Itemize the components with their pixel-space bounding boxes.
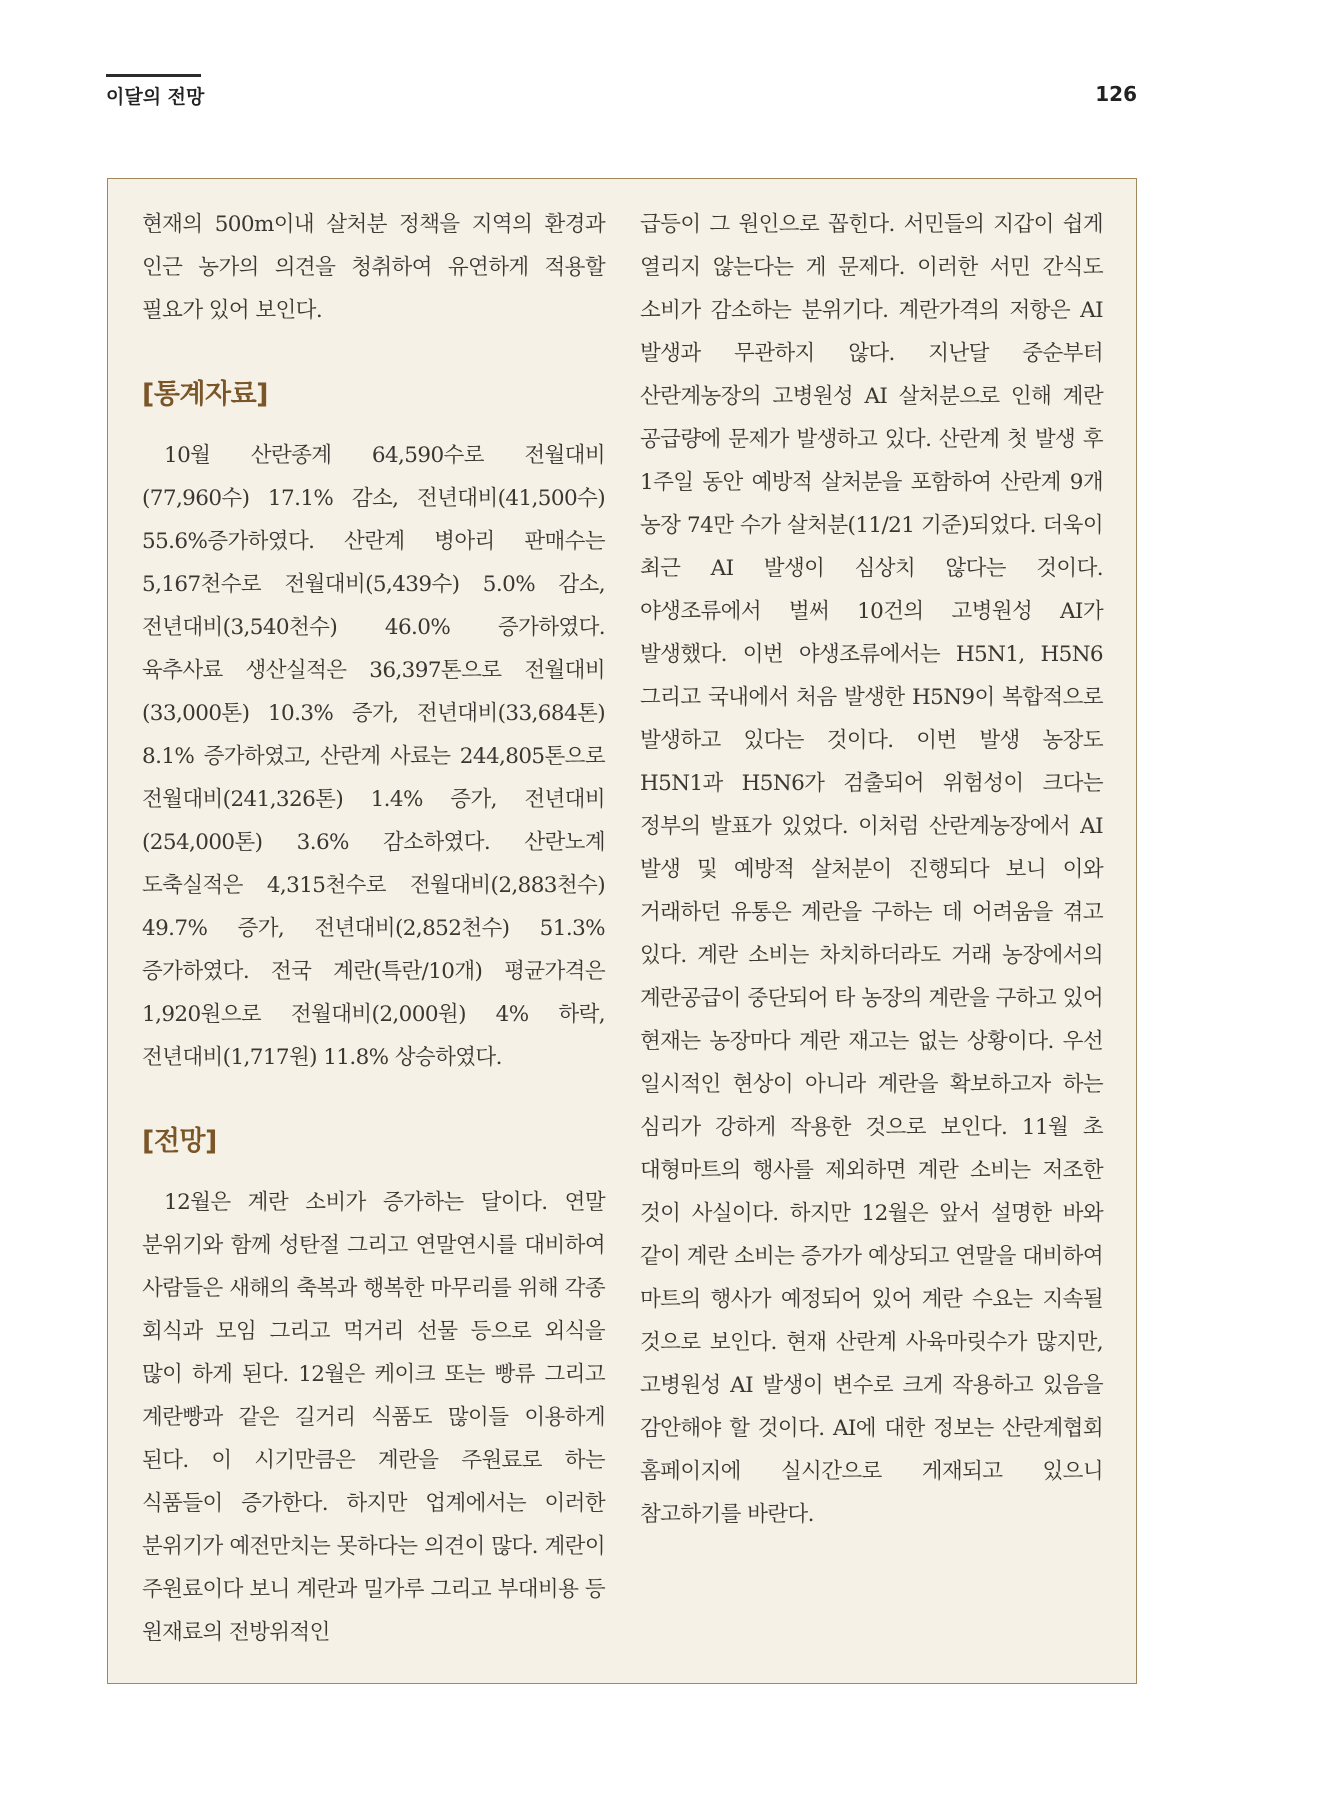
- section-title: 이달의 전망: [106, 86, 205, 108]
- outlook-paragraph: 12월은 계란 소비가 증가하는 달이다. 연말 분위기와 함께 성탄절 그리고 연말연시를 대비하여 사람들은 새해의 축복과 행복한 마무리를 위해 각종 회식과 모임 그리고 먹거리 선물 등으로 외식을 많이 하게 된다. 12월은 케이크 또는 빵류 그리고 계란빵과 같은 길거리 식품도 많이들 이용하게 된다. 이 시기만큼은 계란을 주원료로 하는 식품들이 증가한다. 하지만 업계에서는 이러한 분위기가 예전만치는 못하다는 의견이 많다. 계란이 주원료이다 보니 계란과 밀가루 그리고 부대비용 등 원재료의 전방위적인: [142, 1190, 605, 1645]
- stats-paragraph: 10월 산란종계 64,590수로 전월대비(77,960수) 17.1% 감소, 전년대비(41,500수) 55.6%증가하였다. 산란계 병아리 판매수는 5,167천수로 전월대비(5,439수) 5.0% 감소, 전년대비(3,540천수) 46.0% 증가하였다. 육추사료 생산실적은 36,397톤으로 전월대비(33,000톤) 10.3% 증가, 전년대비(33,684톤) 8.1% 증가하였고, 산란계 사료는 244,805톤으로 전월대비(241,326톤) 1.4% 증가, 전년대비(254,000톤) 3.6% 감소하였다. 산란노계 도축실적은 4,315천수로 전월대비(2,883천수) 49.7% 증가, 전년대비(2,852천수) 51.3% 증가하였다. 전국 계란(특란/10개) 평균가격은 1,920원으로 전월대비(2,000원) 4% 하락, 전년대비(1,717원) 11.8% 상승하였다.: [142, 443, 605, 1070]
- header-rule: [106, 74, 201, 77]
- article-box: [107, 178, 1137, 1684]
- page-number: 126: [1095, 82, 1137, 106]
- right-column: [640, 203, 1103, 1536]
- stats-heading: [통계자료]: [142, 379, 269, 410]
- outlook-paragraph-continued: 급등이 그 원인으로 꼽힌다. 서민들의 지갑이 쉽게 열리지 않는다는 게 문제다. 이러한 서민 간식도 소비가 감소하는 분위기다. 계란가격의 저항은 AI 발생과 무관하지 않다. 지난달 중순부터 산란계농장의 고병원성 AI 살처분으로 인해 계란 공급량에 문제가 발생하고 있다. 산란계 첫 발생 후 1주일 동안 예방적 살처분을 포함하여 산란계 9개 농장 74만 수가 살처분(11/21 기준)되었다. 더욱이 최근 AI 발생이 심상치 않다는 것이다. 야생조류에서 벌써 10건의 고병원성 AI가 발생했다. 이번 야생조류에서는 H5N1, H5N6 그리고 국내에서 처음 발생한 H5N9이 복합적으로 발생하고 있다는 것이다. 이번 발생 농장도 H5N1과 H5N6가 검출되어 위험성이 크다는 정부의 발표가 있었다. 이처럼 산란계농장에서 AI 발생 및 예방적 살처분이 진행되다 보니 이와 거래하던 유통은 계란을 구하는 데 어려움을 겪고 있다. 계란 소비는 차치하더라도 거래 농장에서의 계란공급이 중단되어 타 농장의 계란을 구하고 있어 현재는 농장마다 계란 재고는 없는 상황이다. 우선 일시적인 현상이 아니라 계란을 확보하고자 하는 심리가 강하게 작용한 것으로 보인다. 11월 초 대형마트의 행사를 제외하면 계란 소비는 저조한 것이 사실이다. 하지만 12월은 앞서 설명한 바와 같이 계란 소비는 증가가 예상되고 연말을 대비하여 마트의 행사가 예정되어 있어 계란 수요는 지속될 것으로 보인다. 현재 산란계 사육마릿수가 많지만, 고병원성 AI 발생이 변수로 크게 작용하고 있음을 감안해야 할 것이다. AI에 대한 정보는 산란계협회 홈페이지에 실시간으로 게재되고 있으니 참고하기를 바란다.: [640, 212, 1103, 1527]
- outlook-heading: [전망]: [142, 1126, 217, 1157]
- left-column: [142, 203, 605, 1654]
- intro-paragraph: 현재의 500m이내 살처분 정책을 지역의 환경과 인근 농가의 의견을 청취하여 유연하게 적용할 필요가 있어 보인다.: [142, 212, 605, 323]
